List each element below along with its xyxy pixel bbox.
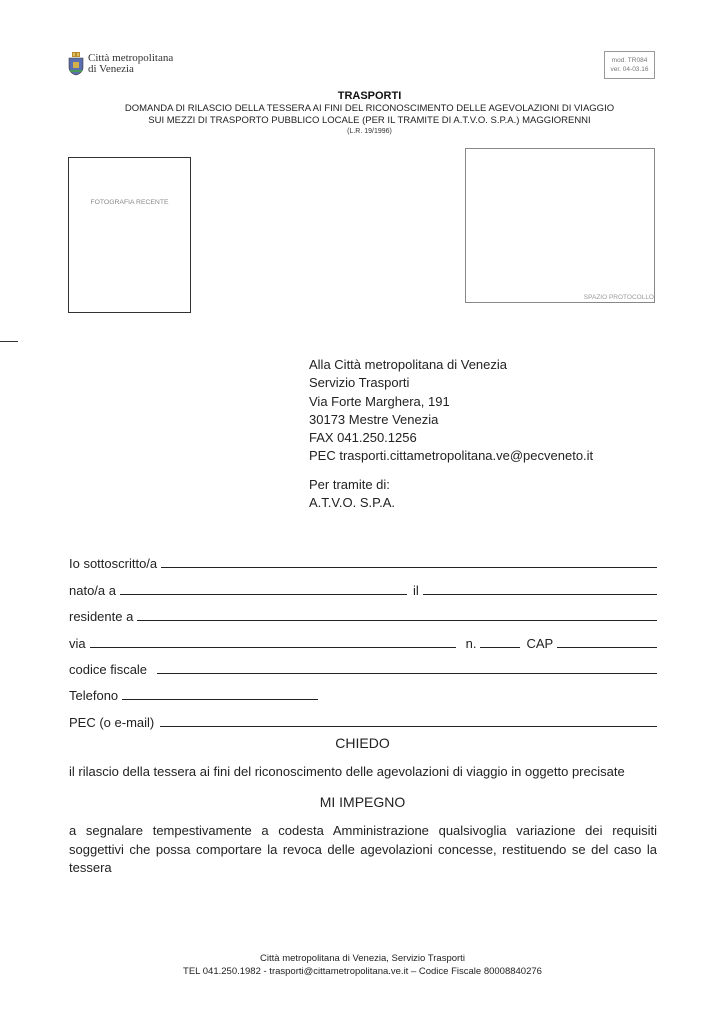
page-footer [0,952,725,978]
addressee-line: Servizio Trasporti [309,375,410,391]
form-version: ver. 04-03.16 [610,66,649,73]
residence-label: residente a [69,609,134,625]
phone-label: Telefono [69,688,119,704]
coat-of-arms-icon [68,52,84,76]
addressee-line: PEC trasporti.cittametropolitana.ve@pecveneto.it [309,448,594,464]
pec-field[interactable] [160,714,657,727]
cap-label: CAP [526,635,554,651]
commitment-text: a segnalare tempestivamente a codesta Amministrazione qualsivoglia variazione dei requisiti soggettivi che possa comportare la revoca delle agevolazioni concesse, restituendo se del caso la tessera [69,823,657,875]
addressee-block [309,356,593,512]
institution-logo [68,52,173,76]
form-code: mod. TR084 [611,57,648,64]
request-text: il rilascio della tessera ai fini del riconoscimento delle agevolazioni di viaggio in oggetto precisate [69,764,625,779]
name-field[interactable] [161,555,657,568]
law-reference: (L.R. 19/1996) [347,128,392,135]
footer-line1: Città metropolitana di Venezia, Servizio Trasporti [260,953,465,964]
tax-code-label: codice fiscale [69,661,148,677]
pec-label: PEC (o e-mail) [69,714,155,730]
birthdate-field[interactable] [423,582,657,595]
via-label: Per tramite di: [309,476,390,492]
residence-row [69,598,657,624]
request-heading: CHIEDO [335,735,390,751]
street-number-field[interactable] [480,635,520,648]
pec-row [69,703,657,729]
street-number-label: n. [465,635,477,651]
fold-mark [0,341,18,342]
street-field[interactable] [90,635,456,648]
document-subtitle-line2: SUI MEZZI DI TRASPORTO PUBBLICO LOCALE (PER IL TRAMITE DI A.T.V.O. S.P.A.) MAGGIORENNI [148,115,591,126]
photo-box-label: FOTOGRAFIA RECENTE [90,199,169,206]
institution-name-line1: Città metropolitana [88,52,174,64]
photo-box [68,157,191,313]
protocol-box-label: SPAZIO PROTOCOLLO [583,294,654,301]
addressee-line: FAX 041.250.1256 [309,430,417,446]
addressee-line: 30173 Mestre Venezia [309,411,439,427]
via-entity: A.T.V.O. S.P.A. [309,495,395,511]
birthplace-field[interactable] [120,582,407,595]
cap-field[interactable] [557,635,657,648]
addressee-line: Via Forte Marghera, 191 [309,393,450,409]
document-subtitle-line1: DOMANDA DI RILASCIO DELLA TESSERA AI FINI DEL RICONOSCIMENTO DELLE AGEVOLAZIONI DI VIAGGIO [124,103,615,114]
tax-code-field[interactable] [157,661,657,674]
addressee-line: Alla Città metropolitana di Venezia [309,357,508,372]
name-label: Io sottoscritto/a [69,556,158,572]
applicant-fields [69,545,657,730]
street-label: via [69,635,86,651]
commitment-heading: MI IMPEGNO [319,794,406,810]
residence-field[interactable] [137,608,657,621]
birthplace-label: nato/a a [69,582,116,598]
tax-code-row [69,651,657,677]
document-header [0,90,725,136]
address-row [69,624,657,650]
birth-row [69,571,657,597]
name-row [69,545,657,571]
institution-name-line2: di Venezia [88,63,134,75]
form-code-box [604,51,655,79]
protocol-box [465,148,655,303]
phone-row [69,677,657,703]
footer-line2: TEL 041.250.1982 - trasporti@cittametropolitana.ve.it – Codice Fiscale 80008840276 [183,966,542,977]
document-title: TRASPORTI [337,90,402,102]
birthdate-label: il [413,582,419,598]
phone-field[interactable] [122,687,318,700]
